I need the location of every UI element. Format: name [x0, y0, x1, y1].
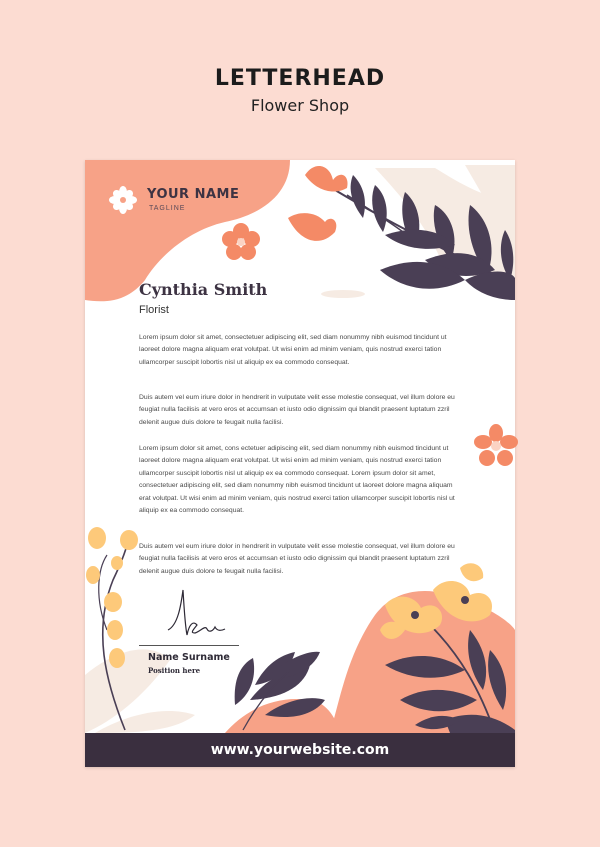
body-paragraph-2: Duis autem vel eum iriure dolor in hendrerit in vulputate velit esse molestie consequat, vel illum dolore eu feugiat nulla facilisis at vero eros et accumsan et iusto odio dignissim qui blandit praesent luptatum zzril delenit augue duis dolore te feugait nulla facilisi.	[139, 394, 455, 426]
handwritten-signature	[163, 585, 233, 643]
person-role: Florist	[139, 304, 169, 316]
body-paragraph-1: Lorem ipsum dolor sit amet, consectetuer adipiscing elit, sed diam nonummy nibh euismod tincidunt ut laoreet dolore magna aliquam erat volutpat. Ut wisi enim ad minim veniam, quis nostrud exerci tation ullamcorper suscipit lobortis nisl ut aliquip ex ea commodo consequat.	[139, 334, 447, 366]
yellow-buds-left	[86, 527, 138, 668]
letterhead-sheet	[85, 160, 515, 767]
pink-flower	[222, 223, 260, 260]
flower-logo-icon	[109, 186, 137, 214]
body-paragraph-3: Lorem ipsum dolor sit amet, cons ectetuer adipiscing elit, sed diam nonummy nibh euismod tincidunt ut laoreet dolore magna aliquam erat volutpat. Ut wisi enim ad minim veniam, quis nostrud exerci tation ullamcorper suscipit lobortis nisl ut aliquip ex ea commodo consequat. Lorem ipsum dolor sit amet, consectetuer adipiscing elit, sed diam nonummy nibh euismod tincidunt ut laoreet dolore magna aliquam erat volutpat. Ut wisi enim ad minim veniam, quis nostrud exerci tation ullamcorper suscipit lobortis nisl ut aliquip ex ea commodo consequat.	[139, 445, 455, 515]
signature-position: Position here	[148, 666, 201, 675]
person-name: Cynthia Smith	[139, 280, 268, 299]
body-paragraph-4: Duis autem vel eum iriure dolor in hendrerit in vulputate velit esse molestie consequat, vel illum dolore eu feugiat nulla facilisis at vero eros et accumsan et iusto odio dignissim qui blandit praesent luptatum zzril delenit augue duis dolore te feugait nulla facilisi.	[139, 543, 455, 575]
signature-name: Name Surname	[148, 652, 230, 663]
lily-flowers-top	[288, 166, 348, 241]
brand-tagline: TAGLINE	[149, 205, 186, 212]
page-subtitle: Flower Shop	[250, 96, 350, 115]
edge-flower-icon	[474, 424, 518, 470]
website-link[interactable]: www.yourwebsite.com	[210, 742, 390, 758]
brand-name: YOUR NAME	[147, 187, 240, 202]
signature-line	[139, 645, 239, 646]
footer-bar	[85, 733, 515, 767]
page-title: LETTERHEAD	[214, 66, 386, 91]
